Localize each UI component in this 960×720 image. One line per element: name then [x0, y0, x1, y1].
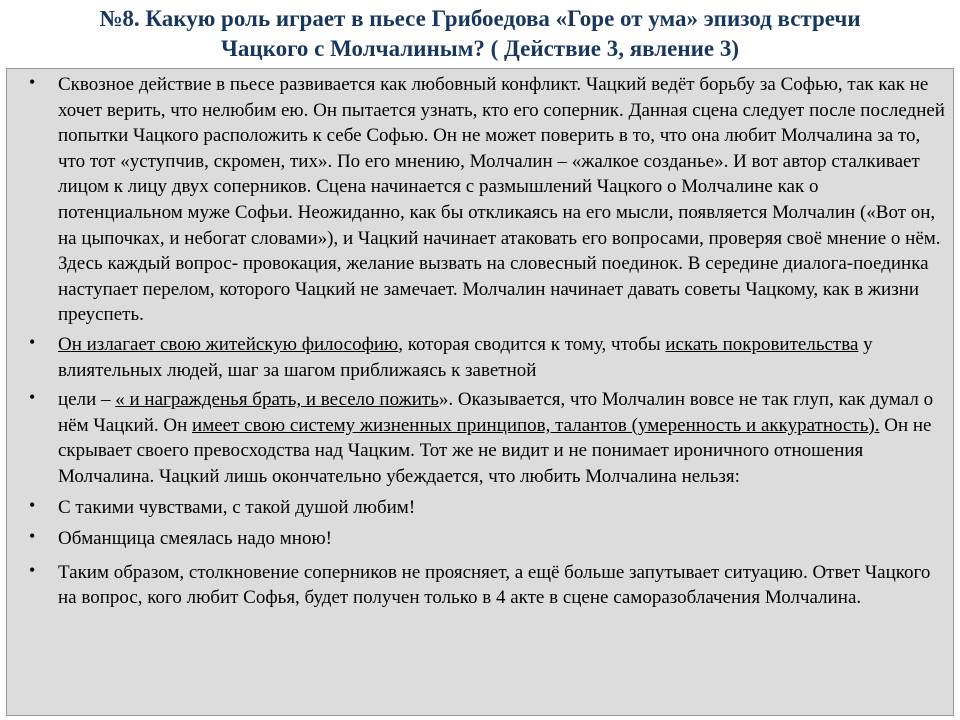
bullet-item-intro: [7, 72, 953, 328]
bullet-item-conclusion: [7, 560, 953, 611]
underlined-quote: « и награжденья брать, и весело пожить: [115, 389, 439, 411]
bullet-dot-icon: •: [29, 331, 36, 352]
content-box: [6, 68, 954, 716]
bullet-item-philosophy: [7, 332, 953, 383]
underlined-phrase: имеет свою систему жизненных принципов, талантов (умеренность и аккуратность).: [192, 414, 880, 436]
bullet-dot-icon: •: [29, 387, 36, 408]
bullet-text: Сквозное действие в пьесе развивается как любовный конфликт. Чацкий ведёт борьбу за Софью, так как не хочет верить, что нелюбим ею. Он пытается узнать, кто его соперник. Данная сцена следует после последней попытки Чацкого расположить к себе Софью. Он не может поверить в то, что она любит Молчалина за то, что тот «уступчив, скромен, тих». По его мнению, Молчалин – «жалкое созданье». И вот автор сталкивает лицом к лицу двух соперников. Сцена начинается с размышлений Чацкого о Молчалине как о потенциальном муже Софьи. Неожиданно, как бы откликаясь на его мысли, появляется Молчалин («Вот он, на цыпочках, и небогат словами»), и Чацкий начинает атаковать его вопросами, проверяя своё мнение о нём. Здесь каждый вопрос- провокация, желание вызвать на словесный поединок. В середине диалога-поединка наступает перелом, которого Чацкий не замечает. Молчалин начинает давать советы Чацкому, как в жизни преуспеть.: [58, 74, 945, 326]
bullet-text: Он не скрывает своего превосходства над Чацким. Тот же не видит и не понимает ироничного отношения Молчалина. Чацкий лишь окончательно убеждается, что любить Молчалина нельзя:: [58, 414, 932, 487]
slide-title-line-1: №8. Какую роль играет в пьесе Грибоедова «Горе от ума» эпизод встречи: [99, 6, 861, 31]
bullet-text: у влиятельных людей, шаг за шагом приближаясь к заветной: [58, 333, 873, 381]
slide-title: [20, 4, 940, 64]
bullet-item-quote-2: [7, 526, 953, 552]
bullet-dot-icon: •: [29, 526, 36, 547]
bullet-list: [7, 72, 953, 611]
bullet-dot-icon: •: [29, 494, 36, 515]
bullet-dot-icon: •: [29, 72, 36, 92]
slide-title-line-2: Чацкого с Молчалиным? ( Действие 3, явление 3): [220, 36, 740, 61]
bullet-item-goal: [7, 387, 953, 489]
bullet-text: ». Оказывается, что Молчалин вовсе не так глуп, как думал о нём Чацкий. Он: [58, 389, 934, 436]
underlined-phrase: искать покровительства: [665, 333, 859, 355]
bullet-item-quote-1: [7, 495, 953, 521]
underlined-phrase: Он излагает свою житейскую философию: [58, 333, 399, 355]
bullet-text: С такими чувствами, с такой душой любим!: [58, 496, 416, 518]
bullet-dot-icon: •: [29, 559, 36, 580]
bullet-text: Таким образом, столкновение соперников не проясняет, а ещё больше запутывает ситуацию. Ответ Чацкого на вопрос, кого любит Софья, будет получен только в 4 акте в сцене саморазоблачения Молчалина.: [58, 561, 931, 609]
bullet-text: цели –: [58, 389, 116, 411]
bullet-text: , которая сводится к тому, чтобы: [398, 333, 666, 355]
bullet-text: Обманщица смеялась надо мною!: [58, 528, 332, 550]
